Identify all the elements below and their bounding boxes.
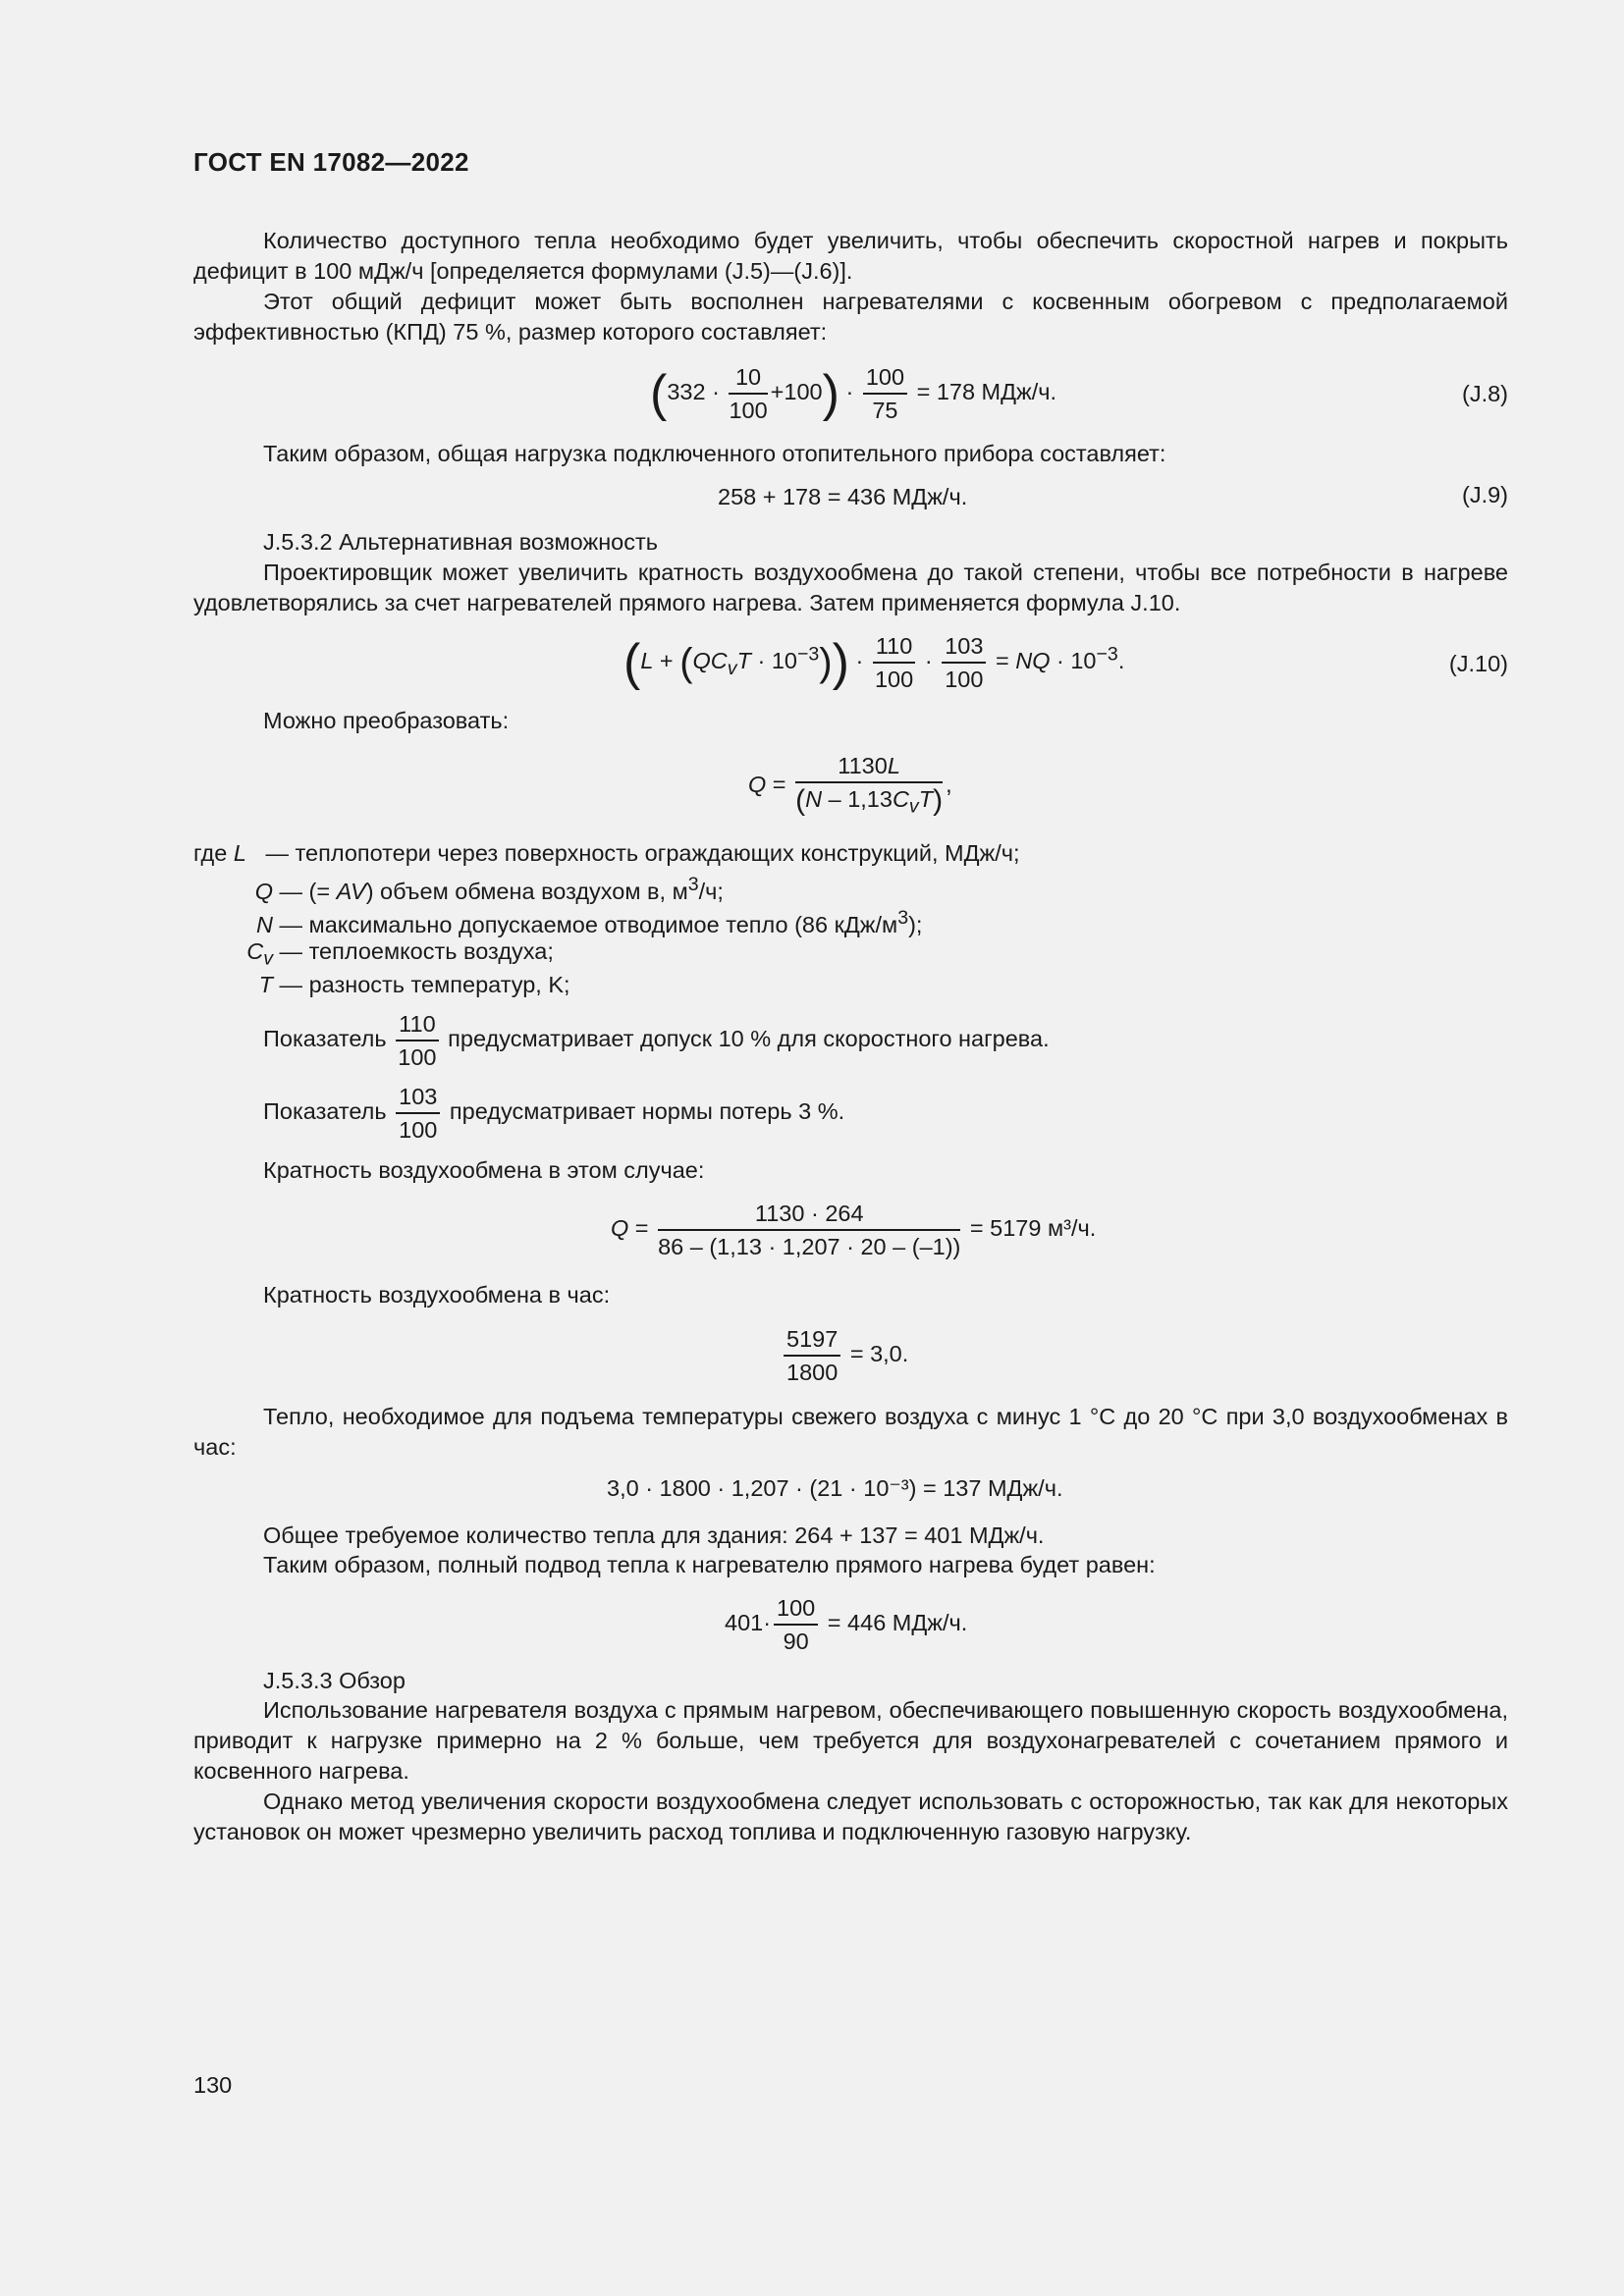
equation-j10: $(L + (QC_vT \cdot 10^{-3}))$ · $\frac{110}{100}$ · $\frac{103}{100}$ = NQ · $10^{-3}$. — [623, 630, 1124, 695]
section-heading: J.5.3.2 Альтернативная возможность — [263, 529, 659, 555]
equation-j8: (332 · $\frac{10}{100}$ +100) · $\frac{100}{75}$ = 178 МДж/ч. — [650, 361, 1056, 426]
equation-total: 401· $\frac{100}{90}$ = 446 МДж/ч. — [725, 1592, 967, 1657]
document-page — [193, 0, 1508, 2296]
paragraph: Проектировщик может увеличить кратность воздухообмена до такой степени, чтобы все потребности в нагреве удовлетворялись за счет нагревателей прямого нагрева. Затем применяется формула J.10. — [193, 560, 1508, 615]
paragraph: Этот общий дефицит может быть восполнен нагревателями с косвенным обогревом с предполагаемой эффективностью (КПД) 75 %, размер которого составляет: — [193, 289, 1508, 345]
legend-item: $C_v$ — теплоемкость воздуха; — [246, 938, 554, 970]
document-header: ГОСТ EN 17082—2022 — [193, 147, 469, 177]
equation-j9: 258 + 178 = 436 МДж/ч. — [718, 484, 968, 509]
equation-ratio: $\frac{5197}{1800}$ = 3,0. — [781, 1323, 908, 1388]
legend-item: где L — теплопотери через поверхность ограждающих конструкций, МДж/ч; — [193, 840, 1020, 866]
page-number: 130 — [193, 2072, 233, 2098]
paragraph: Тепло, необходимое для подъема температуры свежего воздуха с минус 1 °С до 20 °С при 3,0 воздухообменах в час: — [193, 1404, 1508, 1460]
paragraph: Можно преобразовать: — [263, 708, 510, 733]
equation-number: (J.9) — [1462, 482, 1508, 507]
paragraph: Кратность воздухообмена в этом случае: — [263, 1157, 705, 1183]
paragraph: Кратность воздухообмена в час: — [263, 1282, 611, 1308]
equation-number: (J.8) — [1462, 381, 1508, 406]
paragraph: Таким образом, общая нагрузка подключенного отопительного прибора составляет: — [263, 441, 1166, 466]
paragraph: Количество доступного тепла необходимо будет увеличить, чтобы обеспечить скоростной нагрев и покрыть дефицит в 100 мДж/ч [определяется формулами (J.5)—(J.6)]. — [193, 228, 1508, 284]
indicator-line: Показатель $\frac{110}{100}$ предусматривает допуск 10 % для скоростного нагрева. — [263, 1008, 1050, 1073]
paragraph: Использование нагревателя воздуха с прямым нагревом, обеспечивающего повышенную скорость воздухообмена, приводит к нагрузке примерно на 2 % больше, чем требуется для воздухонагревателей с сочетанием прямого и косвенного нагрева. — [193, 1697, 1508, 1784]
indicator-line: Показатель $\frac{103}{100}$ предусматривает нормы потерь 3 %. — [263, 1081, 844, 1146]
section-heading: J.5.3.3 Обзор — [263, 1668, 406, 1693]
legend-item: N — максимально допускаемое отводимое тепло (86 кДж/$м^3$); — [256, 907, 923, 937]
equation-q: Q = $\frac{1130L}{(N - 1,13C_vT)}$ , — [748, 750, 952, 823]
equation-heat: 3,0 · 1800 · 1,207 · (21 · 10⁻³) = 137 МДж/ч. — [607, 1475, 1063, 1501]
paragraph: Таким образом, полный подвод тепла к нагревателю прямого нагрева будет равен: — [263, 1552, 1156, 1577]
legend-item: T — разность температур, K; — [258, 972, 570, 997]
legend-item: Q — (= AV) объем обмена воздухом в, $м^3/ч$; — [254, 874, 724, 904]
paragraph: Общее требуемое количество тепла для здания: 264 + 137 = 401 МДж/ч. — [263, 1522, 1045, 1548]
equation-number: (J.10) — [1448, 651, 1508, 676]
equation-q-calc: Q = $\frac{1130 \cdot 264}{86 - (1,13 \cdot 1,207 \cdot 20 - (-1))}$ = 5179 м³/ч. — [611, 1198, 1096, 1262]
paragraph: Однако метод увеличения скорости воздухообмена следует использовать с осторожностью, так как для некоторых установок он может чрезмерно увеличить расход топлива и подключенную газовую нагрузку. — [193, 1789, 1508, 1844]
